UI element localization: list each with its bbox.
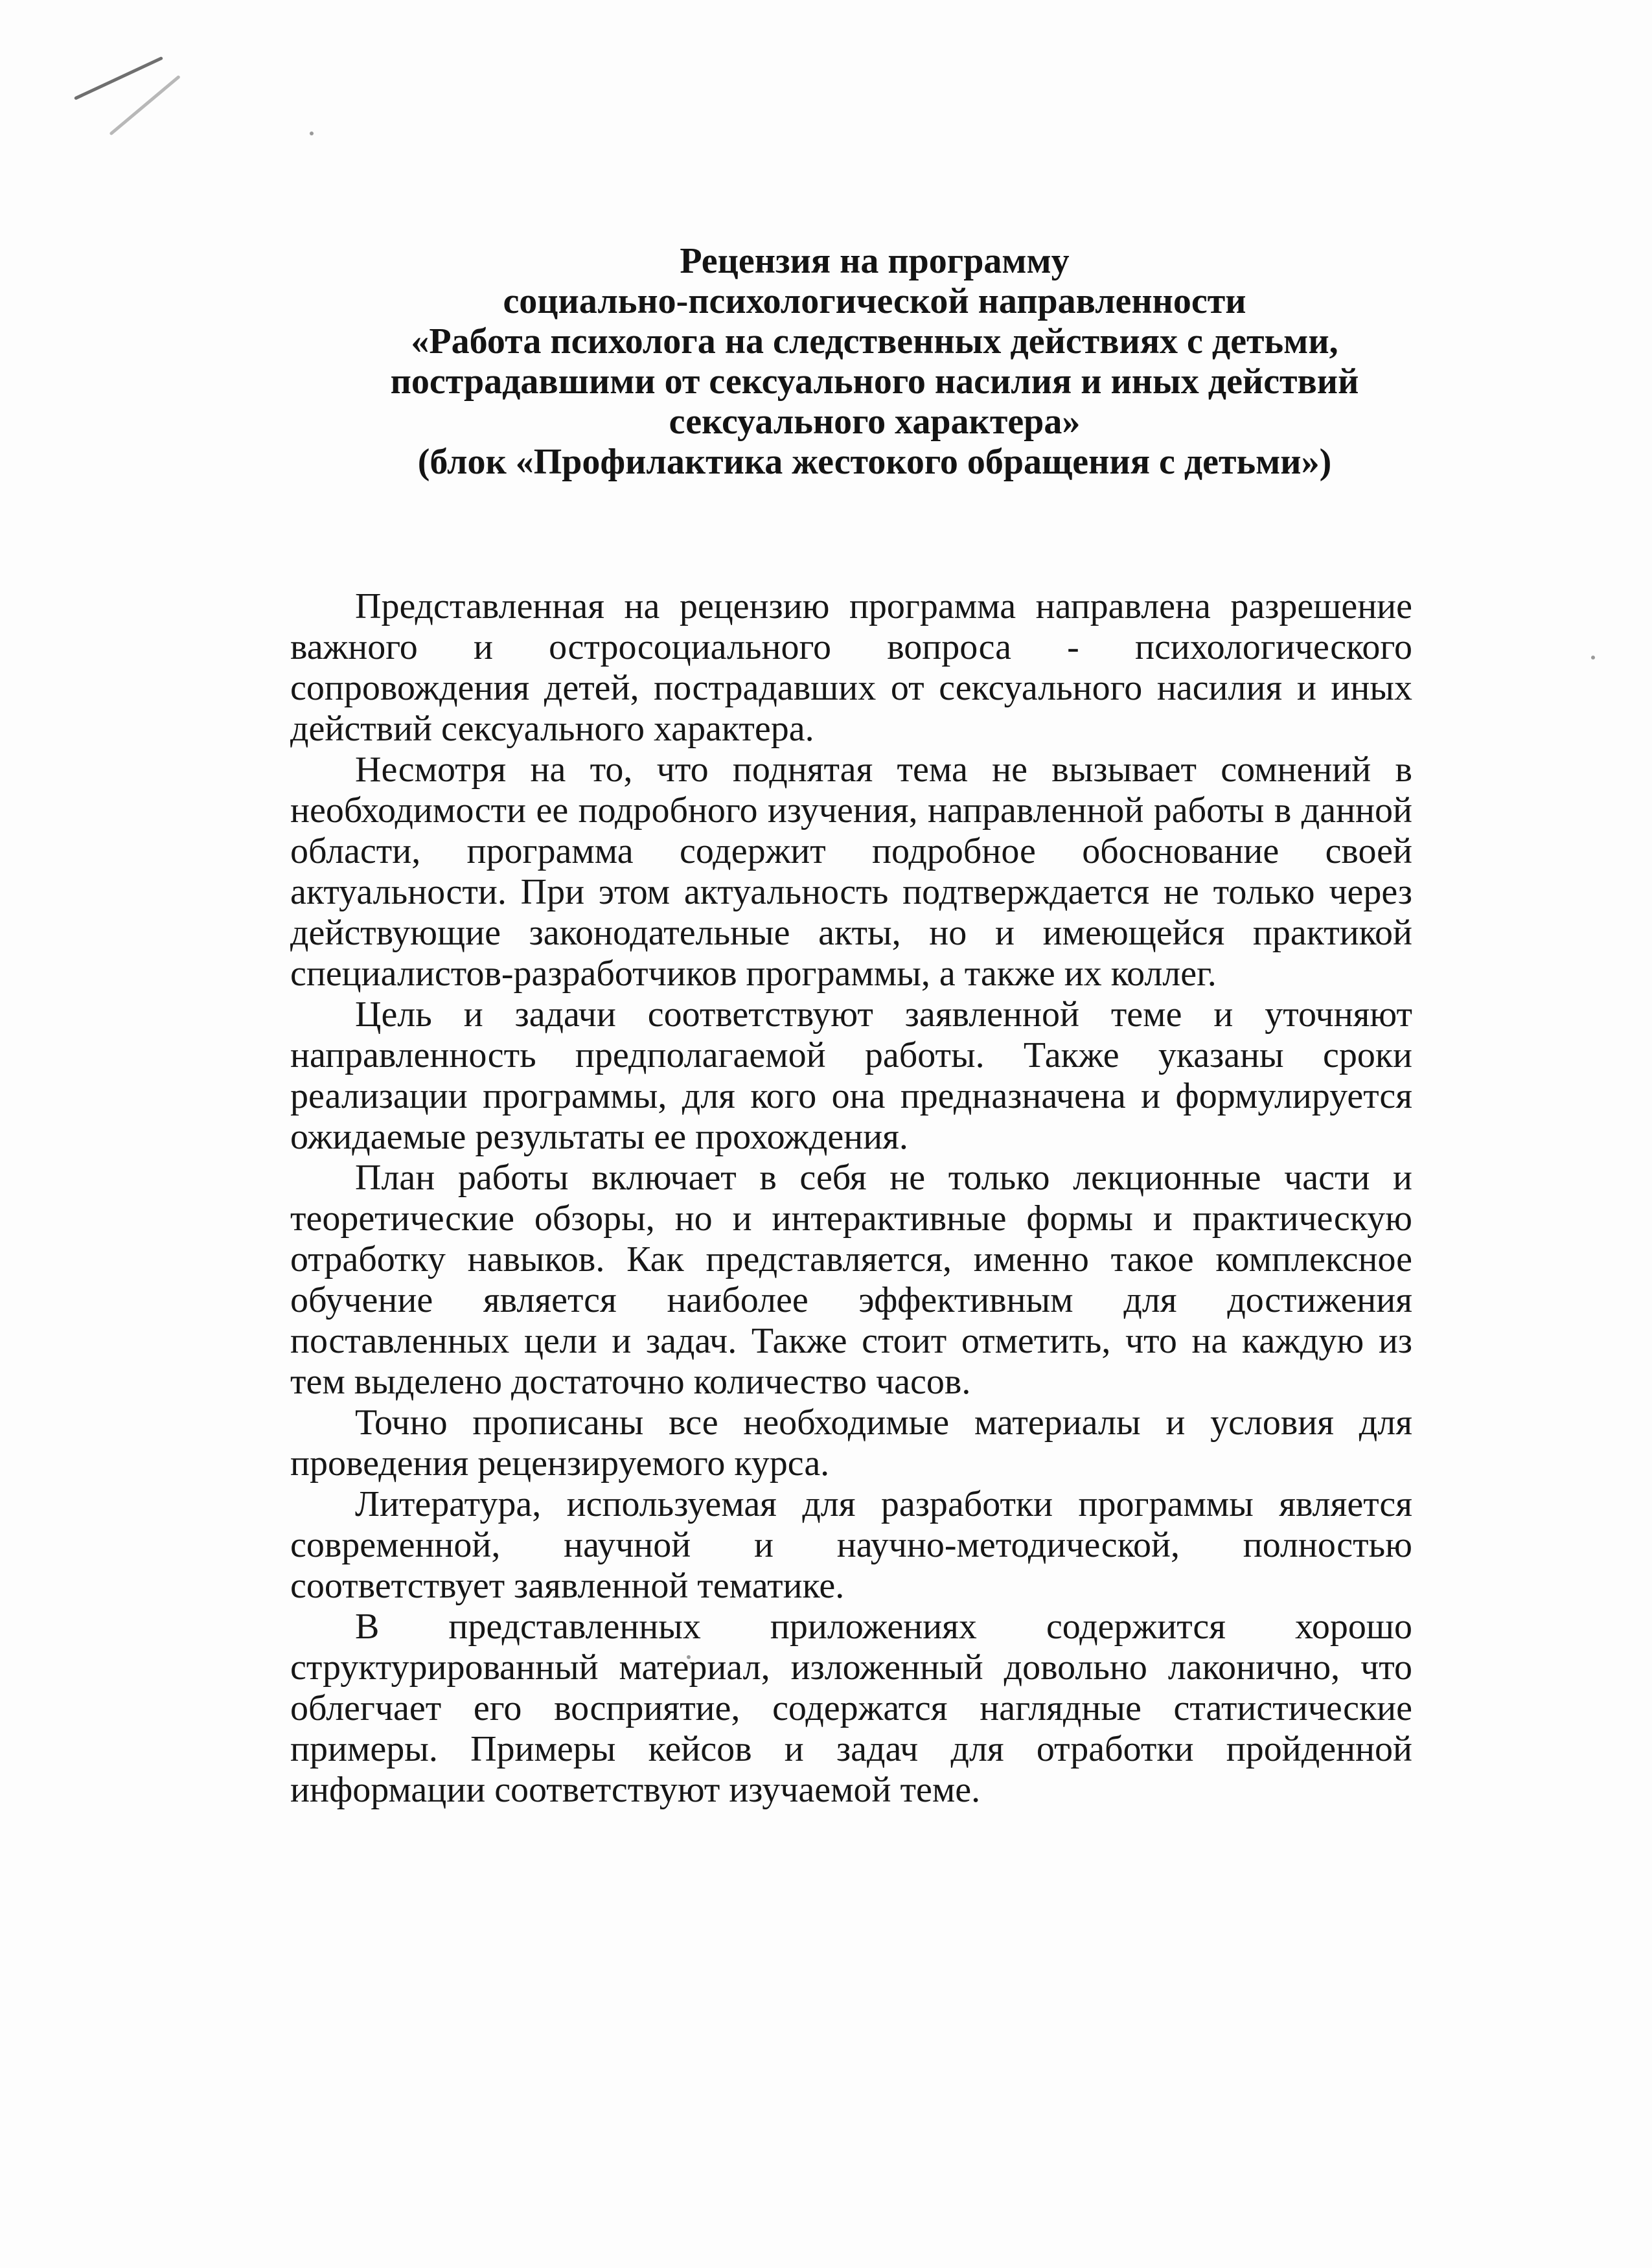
title-line: пострадавшими от сексуального насилия и иных действий xyxy=(390,361,1359,402)
title-line: (блок «Профилактика жестокого обращения с детьми») xyxy=(417,442,1332,482)
title-line: Рецензия на программу xyxy=(680,241,1070,281)
paragraph: Несмотря на то, что поднятая тема не вызывает сомнений в необходимости ее подробного изучения, направленной работы в данной области, программа содержит подробное обоснование своей актуальности. При этом актуальность подтверждается не только через действующие законодательные акты, но и имеющейся практикой специалистов-разработчиков программы, а также их коллег. xyxy=(290,750,1412,994)
paragraph: В представленных приложениях содержится хорошо структурированный материал, изложенный довольно лаконично, что облегчает его восприятие, содержатся наглядные статистические примеры. Примеры кейсов и задач для отработки пройденной информации соответствуют изучаемой теме. xyxy=(290,1607,1412,1810)
document-title xyxy=(259,241,1490,482)
title-line: «Работа психолога на следственных действиях с детьми, xyxy=(411,321,1338,361)
title-line: сексуального характера» xyxy=(669,402,1081,442)
scan-speck xyxy=(1591,656,1595,659)
scan-speck xyxy=(310,132,314,135)
paragraph: Точно прописаны все необходимые материалы и условия для проведения рецензируемого курса. xyxy=(290,1403,1412,1483)
paragraph: Цель и задачи соответствуют заявленной теме и уточняют направленность предполагаемой работы. Также указаны сроки реализации программы, для кого она предназначена и формулируется ожидаемые результаты ее прохождения. xyxy=(290,994,1412,1157)
paragraph: План работы включает в себя не только лекционные части и теоретические обзоры, но и интерактивные формы и практическую отработку навыков. Как представляется, именно такое комплексное обучение является наиболее эффективным для достижения поставленных цели и задач. Также стоит отметить, что на каждую из тем выделено достаточно количество часов. xyxy=(290,1158,1412,1402)
pen-stroke-mark xyxy=(109,75,180,136)
title-line: социально-психологической направленности xyxy=(503,281,1246,321)
paragraph: Представленная на рецензию программа направлена разрешение важного и остросоциального вопроса - психологического сопровождения детей, пострадавших от сексуального насилия и иных действий сексуального характера. xyxy=(290,586,1412,749)
paragraph: Литература, используемая для разработки программы является современной, научной и научно-методической, полностью соответствует заявленной тематике. xyxy=(290,1484,1412,1606)
pen-stroke-mark xyxy=(74,56,163,100)
review-body xyxy=(290,586,1412,1811)
